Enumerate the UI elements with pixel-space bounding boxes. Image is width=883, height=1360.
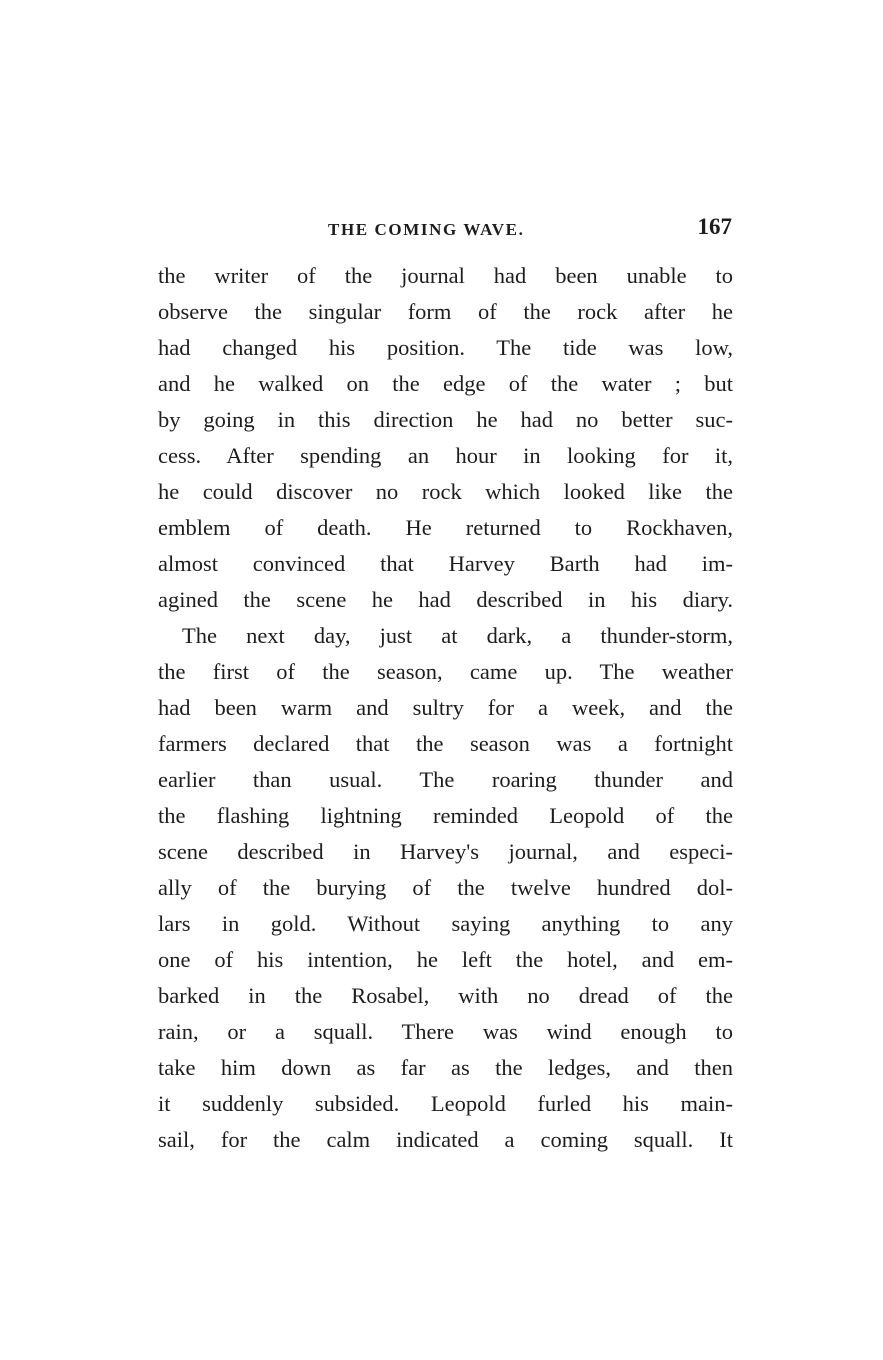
text-line: observe the singular form of the rock after he — [158, 299, 733, 324]
text-line: agined the scene he had described in his diary. — [158, 587, 733, 612]
text-line: cess. After spending an hour in looking for it, — [158, 443, 733, 468]
text-line: ally of the burying of the twelve hundred dol- — [158, 875, 733, 900]
text-line: take him down as far as the ledges, and then — [158, 1055, 733, 1080]
page-number: 167 — [697, 214, 732, 239]
text-line: had changed his position. The tide was low, — [158, 335, 733, 360]
text-line: earlier than usual. The roaring thunder and — [158, 767, 733, 792]
body-text — [158, 258, 733, 1158]
text-line: he could discover no rock which looked like the — [158, 479, 733, 504]
text-line: the flashing lightning reminded Leopold of the — [158, 803, 733, 828]
paragraph-first-line: The next day, just at dark, a thunder-storm, — [182, 623, 733, 648]
text-line: and he walked on the edge of the water ; but — [158, 371, 733, 396]
text-line: sail, for the calm indicated a coming squall. It — [158, 1127, 733, 1152]
text-line: rain, or a squall. There was wind enough to — [158, 1019, 733, 1044]
text-line: scene described in Harvey's journal, and especi- — [158, 839, 733, 864]
text-line: had been warm and sultry for a week, and the — [158, 695, 733, 720]
text-line: barked in the Rosabel, with no dread of the — [158, 983, 733, 1008]
running-head — [158, 214, 738, 246]
text-line: the writer of the journal had been unable to — [158, 263, 733, 288]
text-line: almost convinced that Harvey Barth had im- — [158, 551, 733, 576]
text-line: by going in this direction he had no better suc- — [158, 407, 733, 432]
running-title: THE COMING WAVE. — [328, 220, 525, 239]
text-line: the first of the season, came up. The weather — [158, 659, 733, 684]
text-line: lars in gold. Without saying anything to any — [158, 911, 733, 936]
text-line: farmers declared that the season was a fortnight — [158, 731, 733, 756]
text-line: one of his intention, he left the hotel, and em- — [158, 947, 733, 972]
text-line: emblem of death. He returned to Rockhaven, — [158, 515, 733, 540]
text-line: it suddenly subsided. Leopold furled his main- — [158, 1091, 733, 1116]
